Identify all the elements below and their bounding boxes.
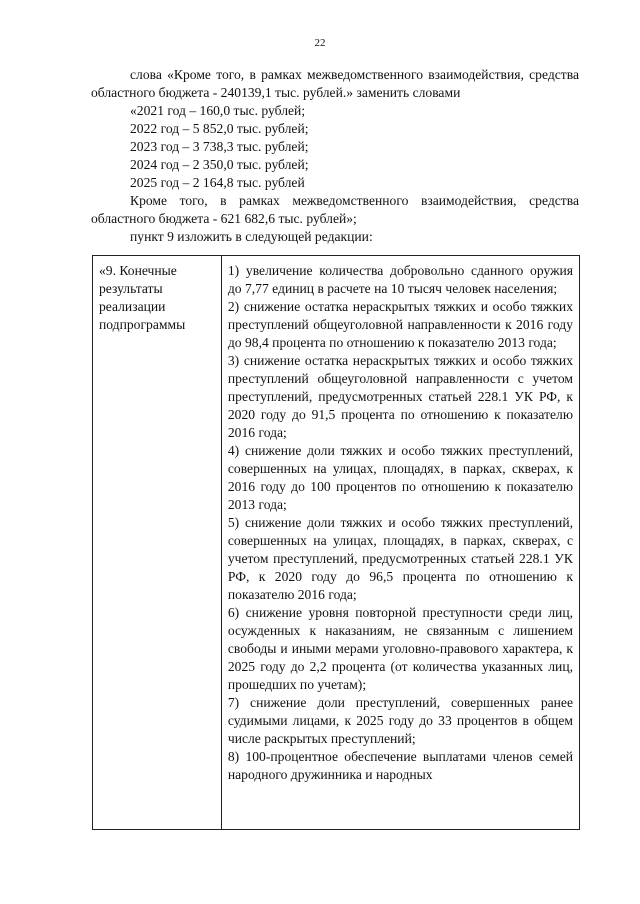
table-label-cell xyxy=(93,256,222,830)
result-item-2: 2) снижение остатка нераскрытых тяжких и особо тяжких преступлений общеуголовной направленности к 2016 году до 98,4 процента по отношению к показателю 2013 года; xyxy=(227,299,573,350)
result-item-3: 3) снижение остатка нераскрытых тяжких и особо тяжких преступлений общеуголовной направленности с учетом преступлений, предусмотренных статьей 228.1 УК РФ, к 2020 году до 91,5 процента по отношению к показателю 2016 года; xyxy=(227,353,573,440)
results-table xyxy=(92,255,580,830)
intro-text xyxy=(91,66,579,246)
result-item-1: 1) увеличение количества добровольно сданного оружия до 7,77 единиц в расчете на 10 тысяч человек населения; xyxy=(227,263,573,296)
year-line-2025: 2025 год – 2 164,8 тыс. рублей xyxy=(130,175,305,190)
table-row xyxy=(93,256,580,830)
result-item-8: 8) 100-процентное обеспечение выплатами членов семей народного дружинника и народных xyxy=(227,749,573,782)
intro-paragraph-1: слова «Кроме того, в рамках межведомственного взаимодействия, средства областного бюджета - 240139,1 тыс. рублей.» заменить словами xyxy=(91,67,579,100)
result-item-7: 7) снижение доли преступлений, совершенных ранее судимыми лицами, к 2025 году до 33 процентов в общем числе раскрытых преступлений; xyxy=(227,695,573,746)
result-item-4: 4) снижение доли тяжких и особо тяжких преступлений, совершенных на улицах, площадях, в парках, скверах, к 2016 году до 100 процентов по отношению к показателю 2013 года; xyxy=(227,443,573,512)
year-line-2024: 2024 год – 2 350,0 тыс. рублей; xyxy=(130,157,309,172)
intro-paragraph-2: Кроме того, в рамках межведомственного взаимодействия, средства областного бюджета - 621 682,6 тыс. рублей»; xyxy=(91,193,579,226)
table-left-label: «9. Конечные результаты реализации подпрограммы xyxy=(99,263,186,332)
intro-paragraph-3: пункт 9 изложить в следующей редакции: xyxy=(130,229,373,244)
result-item-5: 5) снижение доли тяжких и особо тяжких преступлений, совершенных на улицах, площадях, в парках, скверах, с учетом преступлений, предусмотренных статьей 228.1 УК РФ, к 2020 году до 96,5 процента по отношению к показателю 2016 года; xyxy=(227,515,573,602)
table-content-cell xyxy=(221,256,579,830)
page-number: 22 xyxy=(314,37,326,49)
year-line-2022: 2022 год – 5 852,0 тыс. рублей; xyxy=(130,121,309,136)
result-item-6: 6) снижение уровня повторной преступности среди лиц, осужденных к наказаниям, не связанным с лишением свободы и иными мерами уголовно-правового характера, к 2025 году до 2,2 процента (от количества указанных лиц, прошедших по учетам); xyxy=(227,605,573,692)
year-line-2023: 2023 год – 3 738,3 тыс. рублей; xyxy=(130,139,309,154)
year-line-2021: «2021 год – 160,0 тыс. рублей; xyxy=(130,103,306,118)
